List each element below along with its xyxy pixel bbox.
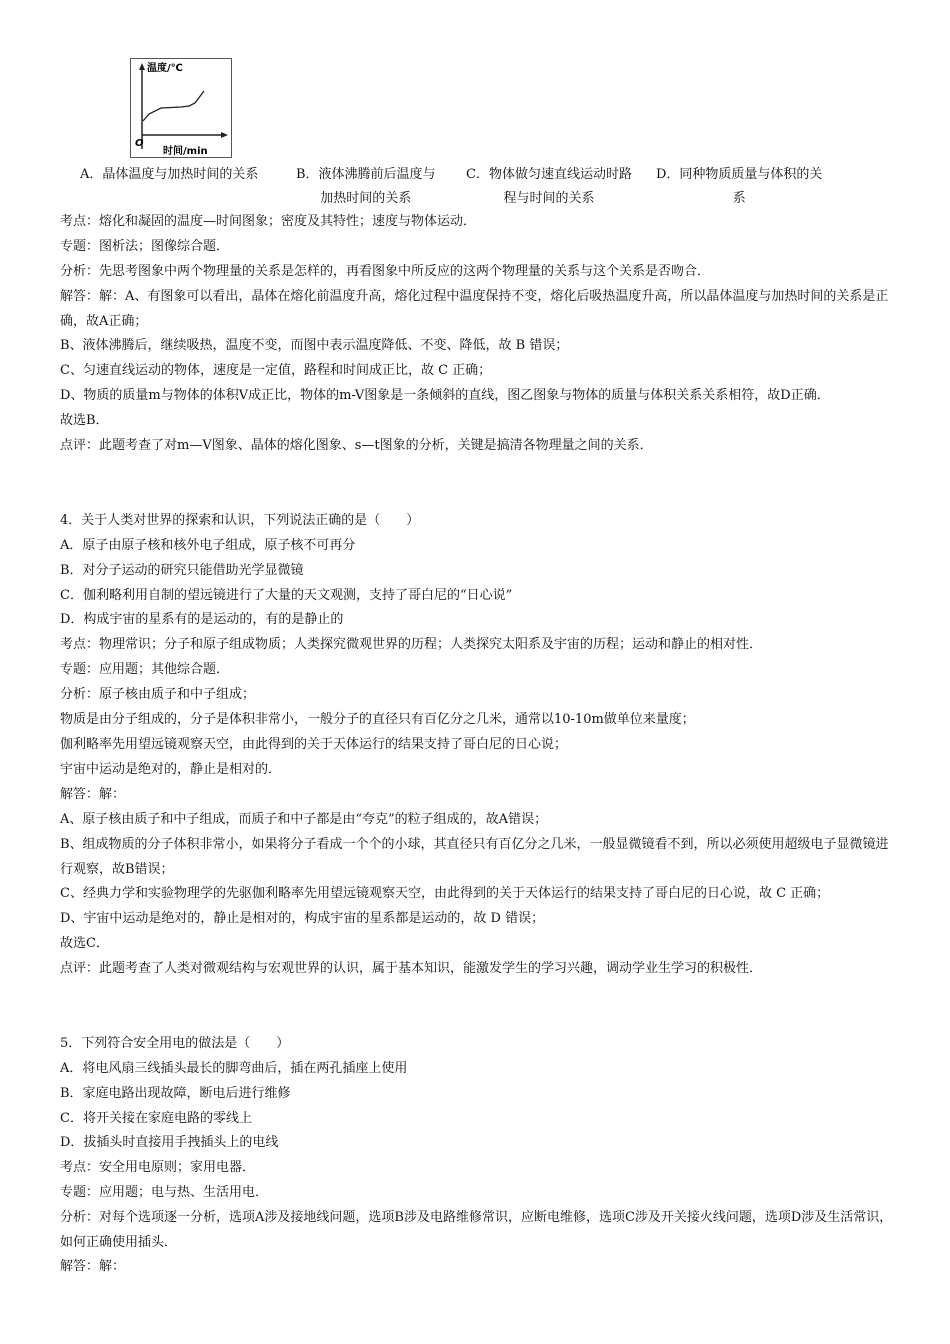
q3-jieda-b: B、液体沸腾后，继续吸热，温度不变，而图中表示温度降低、不变、降低，故 B 错误； — [60, 338, 569, 353]
q3-dianping: 点评：此题考查了对m—V图象、晶体的熔化图象、s—t图象的分析，关键是搞清各物理量之间的关系． — [60, 438, 653, 453]
q3-option-c-line2: 程与时间的关系 — [503, 191, 595, 206]
q3-jieda: 解答：解：A、有图象可以看出，晶体在熔化前温度升高，熔化过程中温度保持不变，熔化后吸热温度升高，所以晶体温度与加热时间的关系是正确，故A正确； — [60, 289, 889, 329]
q3-option-b-line2: 加热时间的关系 — [320, 191, 412, 206]
q3-option-d — [656, 163, 822, 211]
q5-stem: 5．下列符合安全用电的做法是（ ） — [60, 1036, 290, 1051]
q4-fenxi: 分析：原子核由质子和中子组成； — [60, 687, 256, 702]
temperature-time-graph — [130, 58, 232, 158]
graph-curve — [143, 91, 204, 121]
q3-option-c-line1: C．物体做匀速直线运动时路 — [466, 167, 632, 182]
q3-option-a — [80, 163, 258, 187]
q4-dianping: 点评：此题考查了人类对微观结构与宏观世界的认识，属于基本知识，能激发学生的学习兴趣，调动学业生学习的积极性． — [60, 961, 763, 976]
q3-option-a-line1: A．晶体温度与加热时间的关系 — [80, 167, 259, 182]
q4-kaodian: 考点：物理常识；分子和原子组成物质；人类探究微观世界的历程；人类探究太阳系及宇宙的历程；运动和静止的相对性． — [60, 637, 763, 652]
graph-y-label: 温度/℃ — [147, 63, 183, 74]
q3-fenxi: 分析：先思考图象中两个物理量的关系是怎样的，再看图象中所反应的这两个物理量的关系与这个关系是否吻合． — [60, 264, 711, 279]
q3-answer: 故选B． — [60, 413, 109, 428]
q3-option-b-line1: B．液体沸腾前后温度与 — [296, 167, 436, 182]
q5-kaodian: 考点：安全用电原则；家用电器． — [60, 1160, 256, 1175]
q4-jieda: 解答：解： — [60, 787, 126, 802]
q5-option-c: C．将开关接在家庭电路的零线上 — [60, 1111, 252, 1126]
q3-options — [80, 163, 870, 209]
x-axis-arrow — [221, 132, 228, 138]
q4-fenxi-2: 物质是由分子组成的，分子是体积非常小，一般分子的直径只有百亿分之几米，通常以10-10m做单位来量度； — [60, 712, 695, 727]
q5-fenxi: 分析：对每个选项逐一分析，选项A涉及接地线问题，选项B涉及电路维修常识，应断电维修，选项C涉及开关接火线问题，选项D涉及生活常识，如何正确使用插头． — [60, 1210, 893, 1250]
q4-option-d: D．构成宇宙的星系有的是运动的，有的是静止的 — [60, 612, 344, 627]
graph-x-label: 时间/min — [163, 146, 208, 157]
q5-option-b: B．家庭电路出现故障，断电后进行维修 — [60, 1086, 291, 1101]
q3-option-d-line2: 系 — [732, 191, 746, 206]
q4-zhuanti: 专题：应用题；其他综合题． — [60, 662, 230, 677]
q4-jieda-d: D、宇宙中运动是绝对的，静止是相对的，构成宇宙的星系都是运动的，故 D 错误； — [60, 911, 545, 926]
q4-fenxi-3: 伽利略率先用望远镜观察天空，由此得到的关于天体运行的结果支持了哥白尼的日心说； — [60, 737, 568, 752]
q5-option-a: A．将电风扇三线插头最长的脚弯曲后，插在两孔插座上使用 — [60, 1061, 408, 1076]
q5-option-d: D．拔插头时直接用手拽插头上的电线 — [60, 1135, 279, 1150]
q4-jieda-b: B、组成物质的分子体积非常小，如果将分子看成一个个的小球，其直径只有百亿分之几米，一般显微镜看不到，所以必须使用超级电子显微镜进行观察，故B错误； — [60, 837, 889, 877]
q5-jieda: 解答：解： — [60, 1259, 126, 1274]
y-axis-arrow — [139, 63, 145, 70]
q4-answer: 故选C． — [60, 936, 109, 951]
q4-stem: 4．关于人类对世界的探索和认识，下列说法正确的是（ ） — [60, 513, 420, 528]
q4-fenxi-4: 宇宙中运动是绝对的，静止是相对的． — [60, 762, 282, 777]
q4-jieda-a: A、原子核由质子和中子组成，而质子和中子都是由“夸克”的粒子组成的，故A错误； — [60, 812, 548, 827]
q3-option-d-line1: D．同种物质质量与体积的关 — [656, 167, 823, 182]
q4-jieda-c: C、经典力学和实验物理学的先驱伽利略率先用望远镜观察天空，由此得到的关于天体运行的结果支持了哥白尼的日心说，故 C 正确； — [60, 886, 830, 901]
graph-origin-label: O — [135, 138, 144, 149]
q5-zhuanti: 专题：应用题；电与热、生活用电． — [60, 1185, 269, 1200]
q3-option-b — [296, 163, 436, 211]
q4-option-a: A．原子由原子核和核外电子组成，原子核不可再分 — [60, 538, 356, 553]
q4-option-b: B．对分子运动的研究只能借助光学显微镜 — [60, 563, 304, 578]
q4-option-c: C．伽利略利用自制的望远镜进行了大量的天文观测，支持了哥白尼的“日心说” — [60, 588, 513, 603]
q3-kaodian: 考点：熔化和凝固的温度—时间图象；密度及其特性；速度与物体运动． — [60, 214, 477, 229]
q3-option-c — [466, 163, 632, 211]
q3-jieda-c: C、匀速直线运动的物体，速度是一定值，路程和时间成正比，故 C 正确； — [60, 363, 492, 378]
q3-zhuanti: 专题：图析法；图像综合题． — [60, 239, 230, 254]
q3-jieda-d: D、物质的质量m与物体的体积V成正比，物体的m-V图象是一条倾斜的直线，图乙图象与物体的质量与体积关系关系相符，故D正确． — [60, 388, 830, 403]
graph-svg — [131, 59, 231, 157]
